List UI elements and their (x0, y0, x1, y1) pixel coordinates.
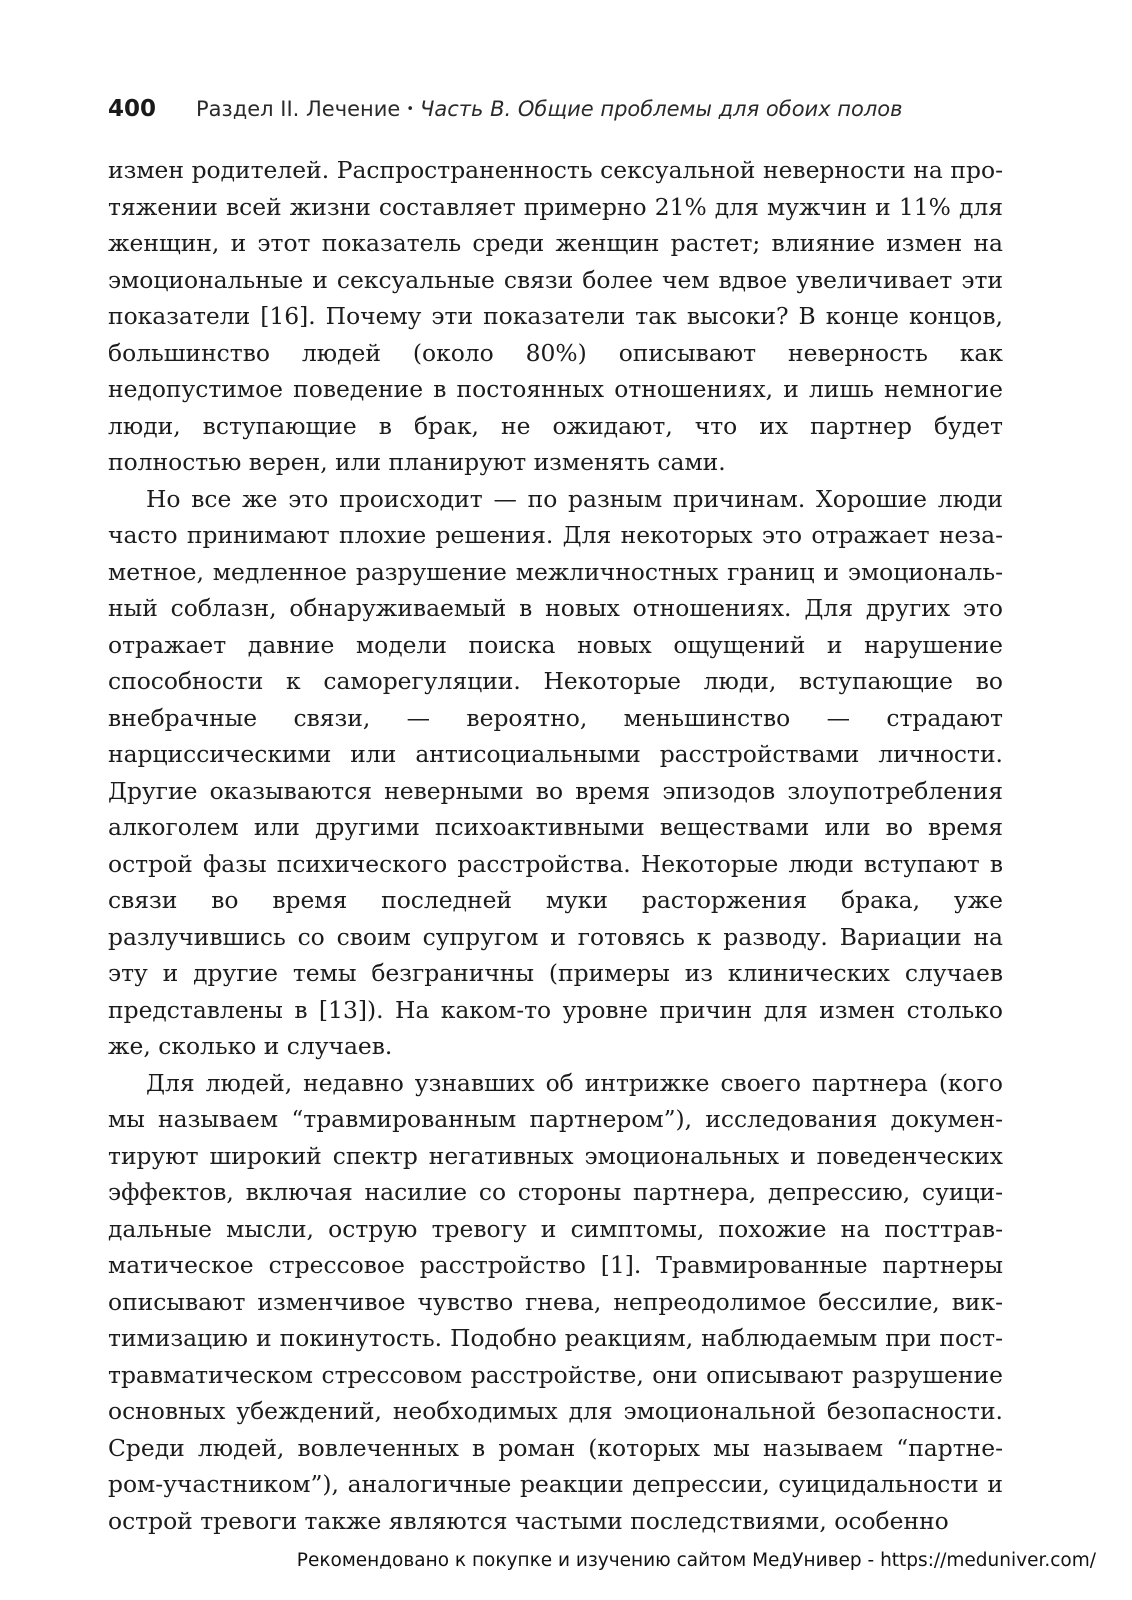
bullet-icon: • (406, 102, 414, 117)
chapter-title: Часть В. Общие проблемы для обоих полов (420, 97, 903, 121)
site-watermark: Рекомендовано к покупке и изучению сайтом МедУнивер - https://meduniver.com/ (296, 1550, 1096, 1571)
page-number: 400 (108, 96, 157, 122)
running-header (108, 96, 1028, 136)
paragraph-injured-partner: Для людей, недавно узнавших об интрижке своего партнера (кого мы называем “травмированным партнером”), исследования документируют широкий спектр негативных эмоциональных и поведенческих эффектов, включая насилие со стороны партнера, депрессию, суицидальные мысли, острую тревогу и симптомы, похожие на посттравматическое стрессовое расстройство [1]. Травмированные партнеры описывают изменчивое чувство гнева, непреодолимое бессилие, виктимизацию и покинутость. Подобно реакциям, наблюдаемым при посттравматическом стрессовом расстройстве, они описывают разрушение основных убеждений, необходимых для эмоциональной безопасности. Среди людей, вовлеченных в роман (которых мы называем “партнером-участником”), аналогичные реакции депрессии, суицидальности и острой тревоги также являются частыми последствиями, особенно (108, 1068, 1003, 1535)
section-title: Раздел II. Лечение (196, 97, 401, 121)
paragraph-reasons: Но все же это происходит — по разным причинам. Хорошие люди часто принимают плохие решения. Для некоторых это отражает незаметное, медленное разрушение межличностных границ и эмоциональный соблазн, обнаруживаемый в новых отношениях. Для других это отражает давние модели поиска новых ощущений и нарушение способности к саморегуляции. Некоторые люди, вступающие во внебрачные связи, — вероятно, меньшинство — страдают нарциссическими или антисоциальными расстройствами личности. Другие оказываются неверными во время эпизодов злоупотребления алкоголем или другими психоактивными веществами или во время острой фазы психического расстройства. Некоторые люди вступают в связи во время последней муки расторжения брака, уже разлучившись со своим супругом и готовясь к разводу. Вариации на эту и другие темы безграничны (примеры из клинических случаев представлены в [13]). На каком-то уровне причин для измен столько же, сколько и случаев. (108, 484, 1003, 1060)
paragraph-continuation: измен родителей. Распространенность сексуальной неверности на протяжении всей жизни составляет примерно 21% для мужчин и 11% для женщин, и этот показатель среди женщин растет; влияние измен на эмоциональные и сексуальные связи более чем вдвое увеличивает эти показатели [16]. Почему эти показатели так высоки? В конце концов, большинство людей (около 80%) описывают неверность как недопустимое поведение в постоянных отношениях, и лишь немногие люди, вступающие в брак, не ожидают, что их партнер будет полностью верен, или планируют изменять сами. (108, 156, 1003, 476)
body-text (108, 152, 1003, 1539)
